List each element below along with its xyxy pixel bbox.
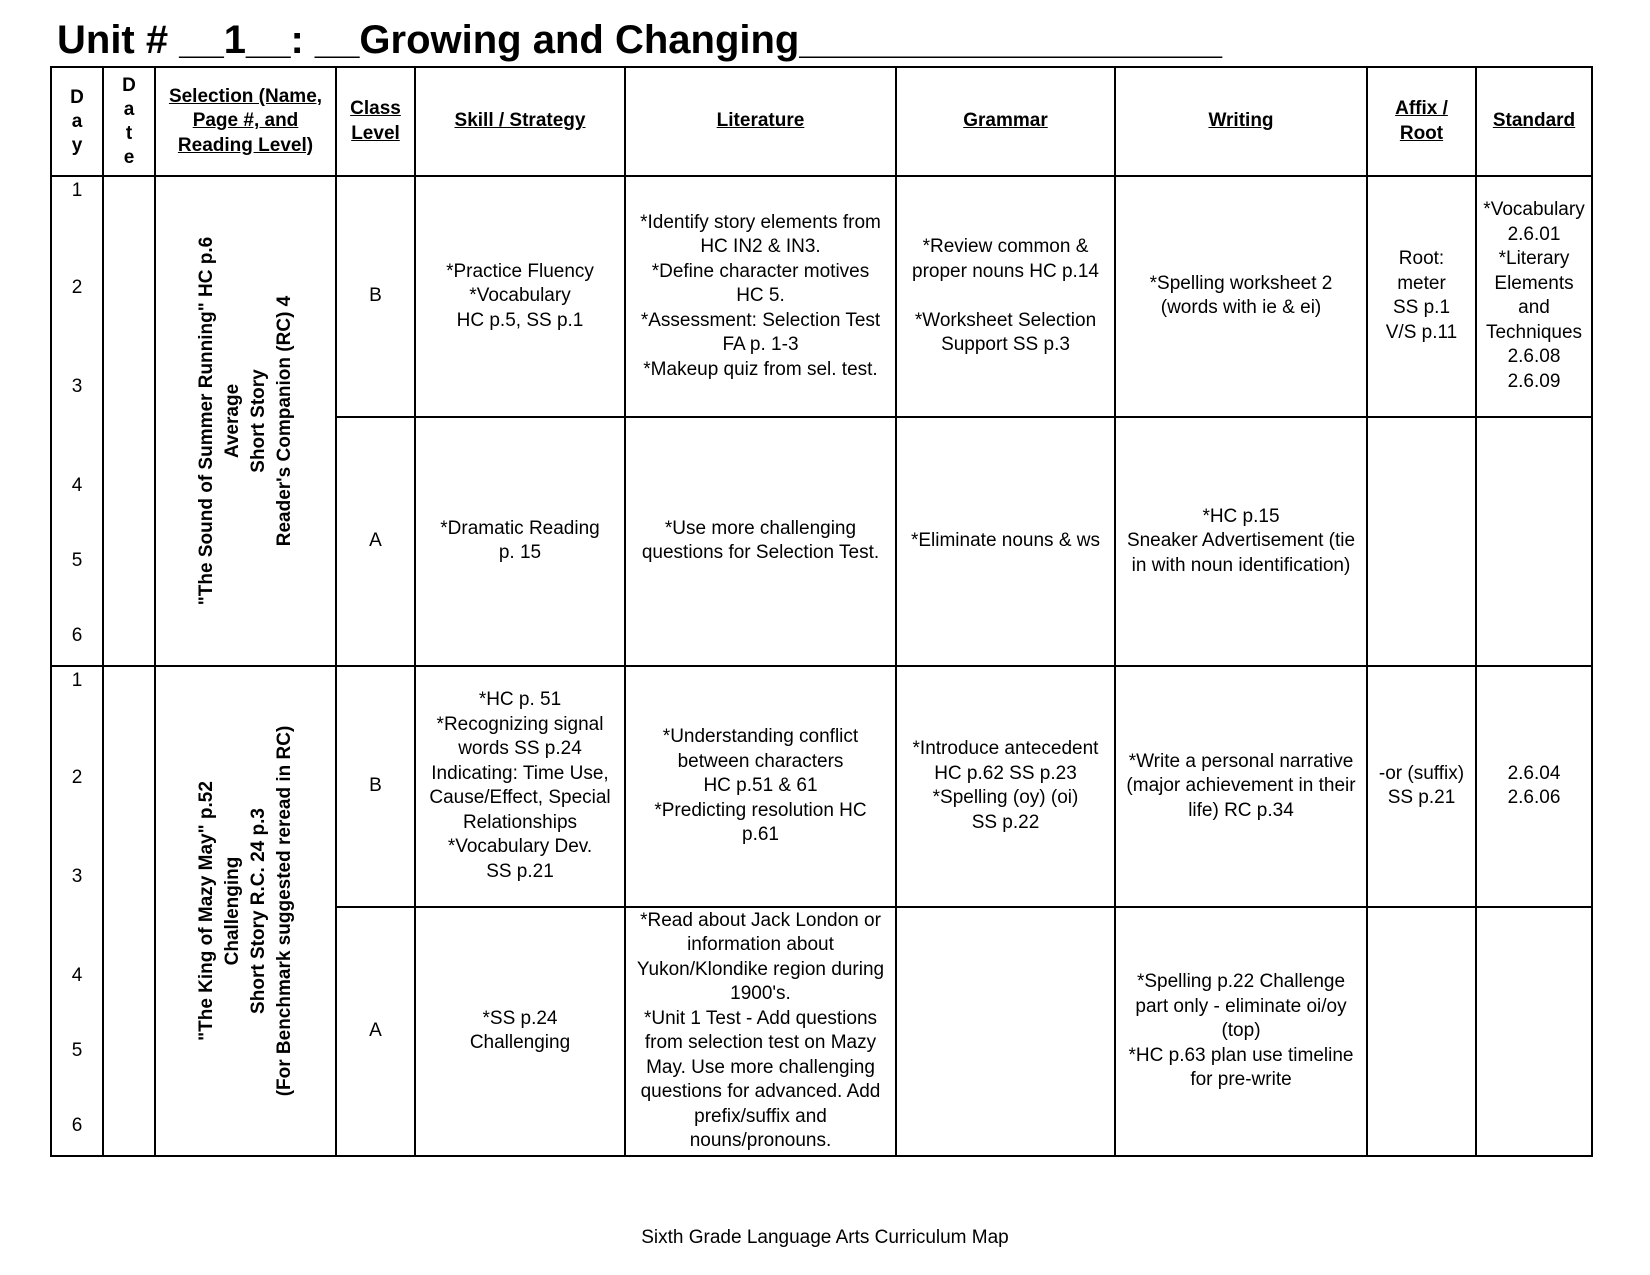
writing-cell: *Spelling p.22 Challenge part only - eliminate oi/oy (top) *HC p.63 plan use timeline for pre-write xyxy=(1115,907,1367,1156)
skill-cell: *Practice Fluency *Vocabulary HC p.5, SS p.1 xyxy=(415,176,625,417)
affix-root-cell xyxy=(1367,417,1476,666)
header-date xyxy=(103,67,155,176)
day-number: 5 xyxy=(71,550,83,571)
standard-cell: *Vocabulary 2.6.01 *Literary Elements and Techniques 2.6.08 2.6.09 xyxy=(1476,176,1592,417)
grammar-cell: *Eliminate nouns & ws xyxy=(896,417,1115,666)
affix-root-cell xyxy=(1367,907,1476,1156)
title-colon: : xyxy=(290,18,315,62)
writing-cell: *Spelling worksheet 2 (words with ie & ei) xyxy=(1115,176,1367,417)
skill-cell: *HC p. 51 *Recognizing signal words SS p.24 Indicating: Time Use, Cause/Effect, Special Relationships *Vocabulary Dev. SS p.21 xyxy=(415,666,625,907)
header-date-letters: D a t e xyxy=(122,74,136,168)
affix-root-cell: -or (suffix) SS p.21 xyxy=(1367,666,1476,907)
writing-cell: *Write a personal narrative (major achievement in their life) RC p.34 xyxy=(1115,666,1367,907)
grammar-cell xyxy=(896,907,1115,1156)
day-number: 3 xyxy=(71,376,83,397)
day-number: 1 xyxy=(71,670,83,691)
grammar-cell: *Review common & proper nouns HC p.14 *Worksheet Selection Support SS p.3 xyxy=(896,176,1115,417)
header-row xyxy=(51,67,1592,176)
class-level-cell: B xyxy=(336,176,415,417)
date-cell xyxy=(103,176,155,666)
grammar-cell: *Introduce antecedent HC p.62 SS p.23 *Spelling (oy) (oi) SS p.22 xyxy=(896,666,1115,907)
table-row xyxy=(51,666,1592,907)
day-number: 4 xyxy=(71,965,83,986)
header-writing: Writing xyxy=(1115,67,1367,176)
literature-cell: *Use more challenging questions for Selection Test. xyxy=(625,417,896,666)
standard-cell xyxy=(1476,417,1592,666)
curriculum-table xyxy=(50,66,1593,1157)
selection-rotated-text: "The Sound of Summer Running" HC p.6 Average Short Story Reader's Companion (RC) 4 xyxy=(195,236,295,606)
page-title xyxy=(57,14,1222,66)
day-number: 5 xyxy=(71,1040,83,1061)
standard-cell xyxy=(1476,907,1592,1156)
selection-cell xyxy=(155,176,336,666)
day-column xyxy=(51,666,103,1156)
day-column xyxy=(51,176,103,666)
class-level-cell: B xyxy=(336,666,415,907)
page-footer: Sixth Grade Language Arts Curriculum Map xyxy=(641,1227,1009,1248)
standard-cell: 2.6.04 2.6.06 xyxy=(1476,666,1592,907)
selection-rotated-text: "The King of Mazy May" p.52 Challenging Short Story R.C. 24 p.3 (For Benchmark suggested reread in RC) xyxy=(195,725,295,1097)
header-class-level: Class Level xyxy=(336,67,415,176)
writing-cell: *HC p.15 Sneaker Advertisement (tie in with noun identification) xyxy=(1115,417,1367,666)
header-affix-root: Affix / Root xyxy=(1367,67,1476,176)
day-number: 4 xyxy=(71,475,83,496)
header-day xyxy=(51,67,103,176)
header-literature: Literature xyxy=(625,67,896,176)
skill-cell: *Dramatic Reading p. 15 xyxy=(415,417,625,666)
day-number: 1 xyxy=(71,180,83,201)
date-cell xyxy=(103,666,155,1156)
day-number: 2 xyxy=(71,767,83,788)
header-grammar: Grammar xyxy=(896,67,1115,176)
literature-cell: *Identify story elements from HC IN2 & IN3. *Define character motives HC 5. *Assessment: Selection Test FA p. 1-3 *Makeup quiz from sel. test. xyxy=(625,176,896,417)
header-selection: Selection (Name, Page #, and Reading Level) xyxy=(155,67,336,176)
selection-cell xyxy=(155,666,336,1156)
literature-cell: *Read about Jack London or information about Yukon/Klondike region during 1900's. *Unit 1 Test - Add questions from selection test on Mazy May. Use more challenging questions for advanced. Add prefix/suffix and nouns/pronouns. xyxy=(625,907,896,1156)
class-level-cell: A xyxy=(336,907,415,1156)
title-prefix: Unit # xyxy=(57,18,180,62)
day-number: 3 xyxy=(71,866,83,887)
day-number: 6 xyxy=(71,625,83,646)
unit-number-blank: __1__ xyxy=(179,18,291,62)
day-number: 2 xyxy=(71,277,83,298)
skill-cell: *SS p.24 Challenging xyxy=(415,907,625,1156)
table-row xyxy=(51,176,1592,417)
header-skill-strategy: Skill / Strategy xyxy=(415,67,625,176)
day-number: 6 xyxy=(71,1115,83,1136)
unit-name-blank: __Growing and Changing___________________ xyxy=(314,18,1223,62)
class-level-cell: A xyxy=(336,417,415,666)
header-day-letters: D a y xyxy=(70,86,84,156)
literature-cell: *Understanding conflict between characters HC p.51 & 61 *Predicting resolution HC p.61 xyxy=(625,666,896,907)
affix-root-cell: Root: meter SS p.1 V/S p.11 xyxy=(1367,176,1476,417)
header-standard: Standard xyxy=(1476,67,1592,176)
